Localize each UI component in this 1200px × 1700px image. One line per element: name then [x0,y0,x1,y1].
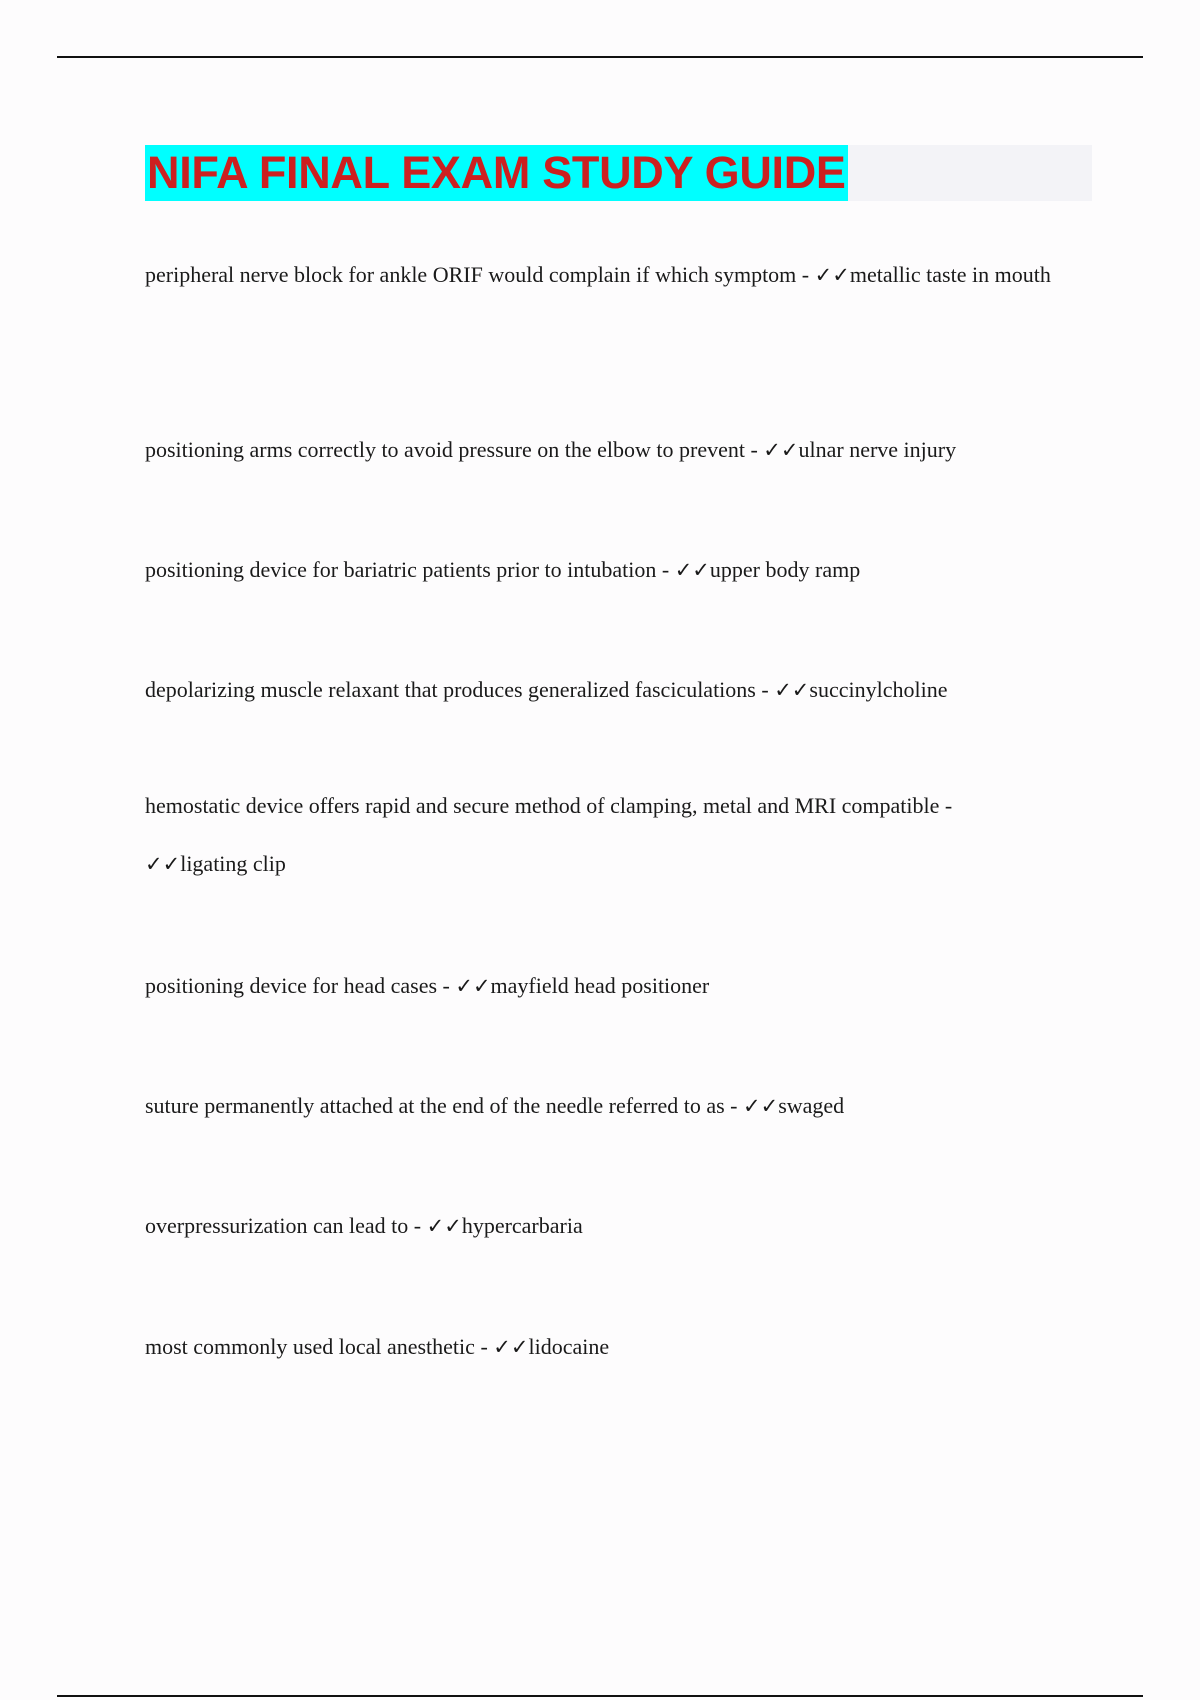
qa-item [145,1197,1095,1255]
separator: - [437,973,456,998]
separator: - [474,1334,494,1359]
question-text: hemostatic device offers rapid and secure method of clamping, metal and MRI compatible [145,793,940,818]
double-check-icon: ✓✓ [674,558,710,582]
separator: - [744,437,764,462]
double-check-icon: ✓✓ [774,678,810,702]
answer-text: ligating clip [180,851,286,876]
answer-text: swaged [778,1093,845,1118]
question-text: peripheral nerve block for ankle ORIF would complain if which symptom [145,262,797,287]
double-check-icon: ✓✓ [145,852,181,876]
question-text: positioning arms correctly to avoid pressure on the elbow to prevent [145,437,745,462]
question-text: positioning device for head cases [145,973,438,998]
separator: - [724,1093,743,1118]
qa-item [145,246,1095,304]
document-title: NIFA FINAL EXAM STUDY GUIDE [145,145,848,201]
qa-item [145,661,1095,719]
separator: - [408,1213,427,1238]
answer-text: hypercarbaria [461,1213,583,1238]
qa-item [145,421,1095,479]
answer-text: mayfield head positioner [490,973,710,998]
double-check-icon: ✓✓ [455,974,491,998]
qa-item [145,777,1095,893]
question-text: overpressurization can lead to [145,1213,409,1238]
question-text: positioning device for bariatric patients prior to intubation [145,557,657,582]
double-check-icon: ✓✓ [743,1094,779,1118]
answer-text: lidocaine [528,1334,610,1359]
double-check-icon: ✓✓ [814,263,850,287]
title-banner [145,145,1092,201]
answer-text: ulnar nerve injury [798,437,957,462]
answer-text: upper body ramp [709,557,861,582]
qa-item [145,541,1095,599]
question-text: most commonly used local anesthetic [145,1334,475,1359]
separator: - [755,677,775,702]
qa-item [145,957,1095,1015]
double-check-icon: ✓✓ [426,1214,462,1238]
separator: - [796,262,815,287]
separator: - [656,557,675,582]
question-text: suture permanently attached at the end of the needle referred to as [145,1093,725,1118]
answer-text: metallic taste in mouth [849,262,1051,287]
answer-text: succinylcholine [809,677,948,702]
qa-item [145,1077,1095,1135]
question-text: depolarizing muscle relaxant that produces generalized fasciculations [145,677,756,702]
double-check-icon: ✓✓ [763,438,799,462]
bottom-divider [57,1695,1143,1697]
separator: - [939,793,953,818]
double-check-icon: ✓✓ [493,1335,529,1359]
top-divider [57,56,1143,58]
qa-item [145,1318,1095,1376]
